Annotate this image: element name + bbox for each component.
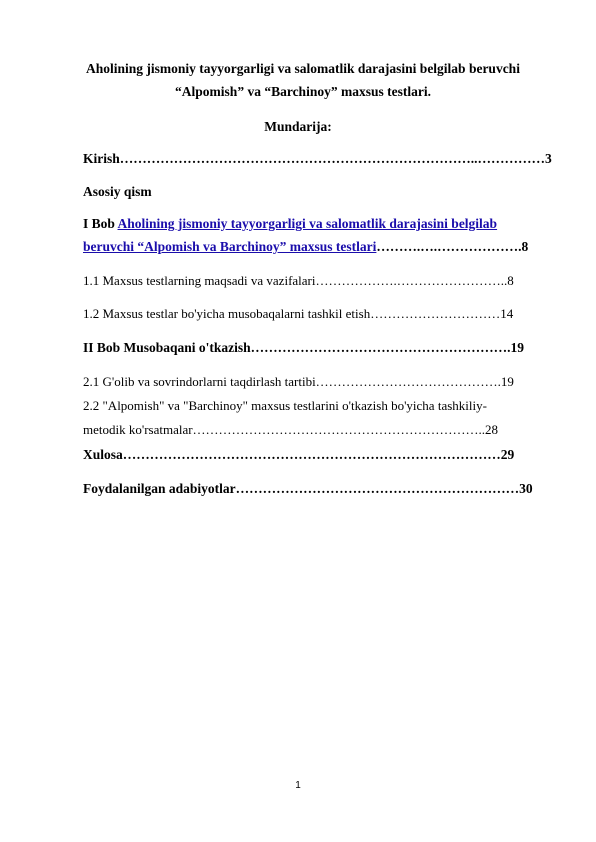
title-line-2: “Alpomish” va “Barchinoy” maxsus testlari.: [175, 84, 431, 99]
toc-entry-2-1: 2.1 G'olib va sovrindorlarni taqdirlash tartibi…………………………………….19: [83, 374, 514, 389]
bob1-prefix: I Bob: [83, 216, 118, 231]
document-title: [60, 57, 546, 103]
toc-entry-bob1-cont: [83, 239, 528, 255]
toc-entry-bob1: [83, 216, 497, 232]
toc-entry-bob2: II Bob Musobaqani o'tkazish………………………………………………….19: [83, 340, 525, 355]
toc-entry-2-2-cont: metodik ko'rsatmalar…………………………………………………………..28: [83, 422, 499, 437]
contents-heading: Mundarija:: [264, 119, 332, 134]
page-number: 1: [295, 780, 301, 791]
toc-entry-1-2: 1.2 Maxsus testlar bo'yicha musobaqalarni tashkil etish…………………………14: [83, 306, 514, 321]
toc-entry-2-2: 2.2 "Alpomish" va "Barchinoy" maxsus testlarini o'tkazish bo'yicha tashkiliy-: [83, 398, 487, 413]
title-line-1: Aholining jismoniy tayyorgarligi va salomatlik darajasini belgilab beruvchi: [86, 61, 520, 76]
bob1-link-part2[interactable]: beruvchi “Alpomish va Barchinoy” maxsus testlari: [83, 239, 377, 254]
toc-entry-asosiy: Asosiy qism: [83, 184, 152, 199]
toc-entry-kirish: Kirish……………………………………………………………………..……………3: [83, 151, 552, 166]
bob1-page: ……….….……………….8: [376, 239, 529, 254]
toc-entry-adabiyot: Foydalanilgan adabiyotlar………………………………………………………30: [83, 481, 533, 496]
toc-entry-1-1: 1.1 Maxsus testlarning maqsadi va vazifalari……………….……………………..8: [83, 273, 514, 288]
bob1-link-part1[interactable]: Aholining jismoniy tayyorgarligi va salomatlik darajasini belgilab: [117, 216, 498, 231]
toc-entry-xulosa: Xulosa…………………………………………………………………………29: [83, 447, 515, 462]
